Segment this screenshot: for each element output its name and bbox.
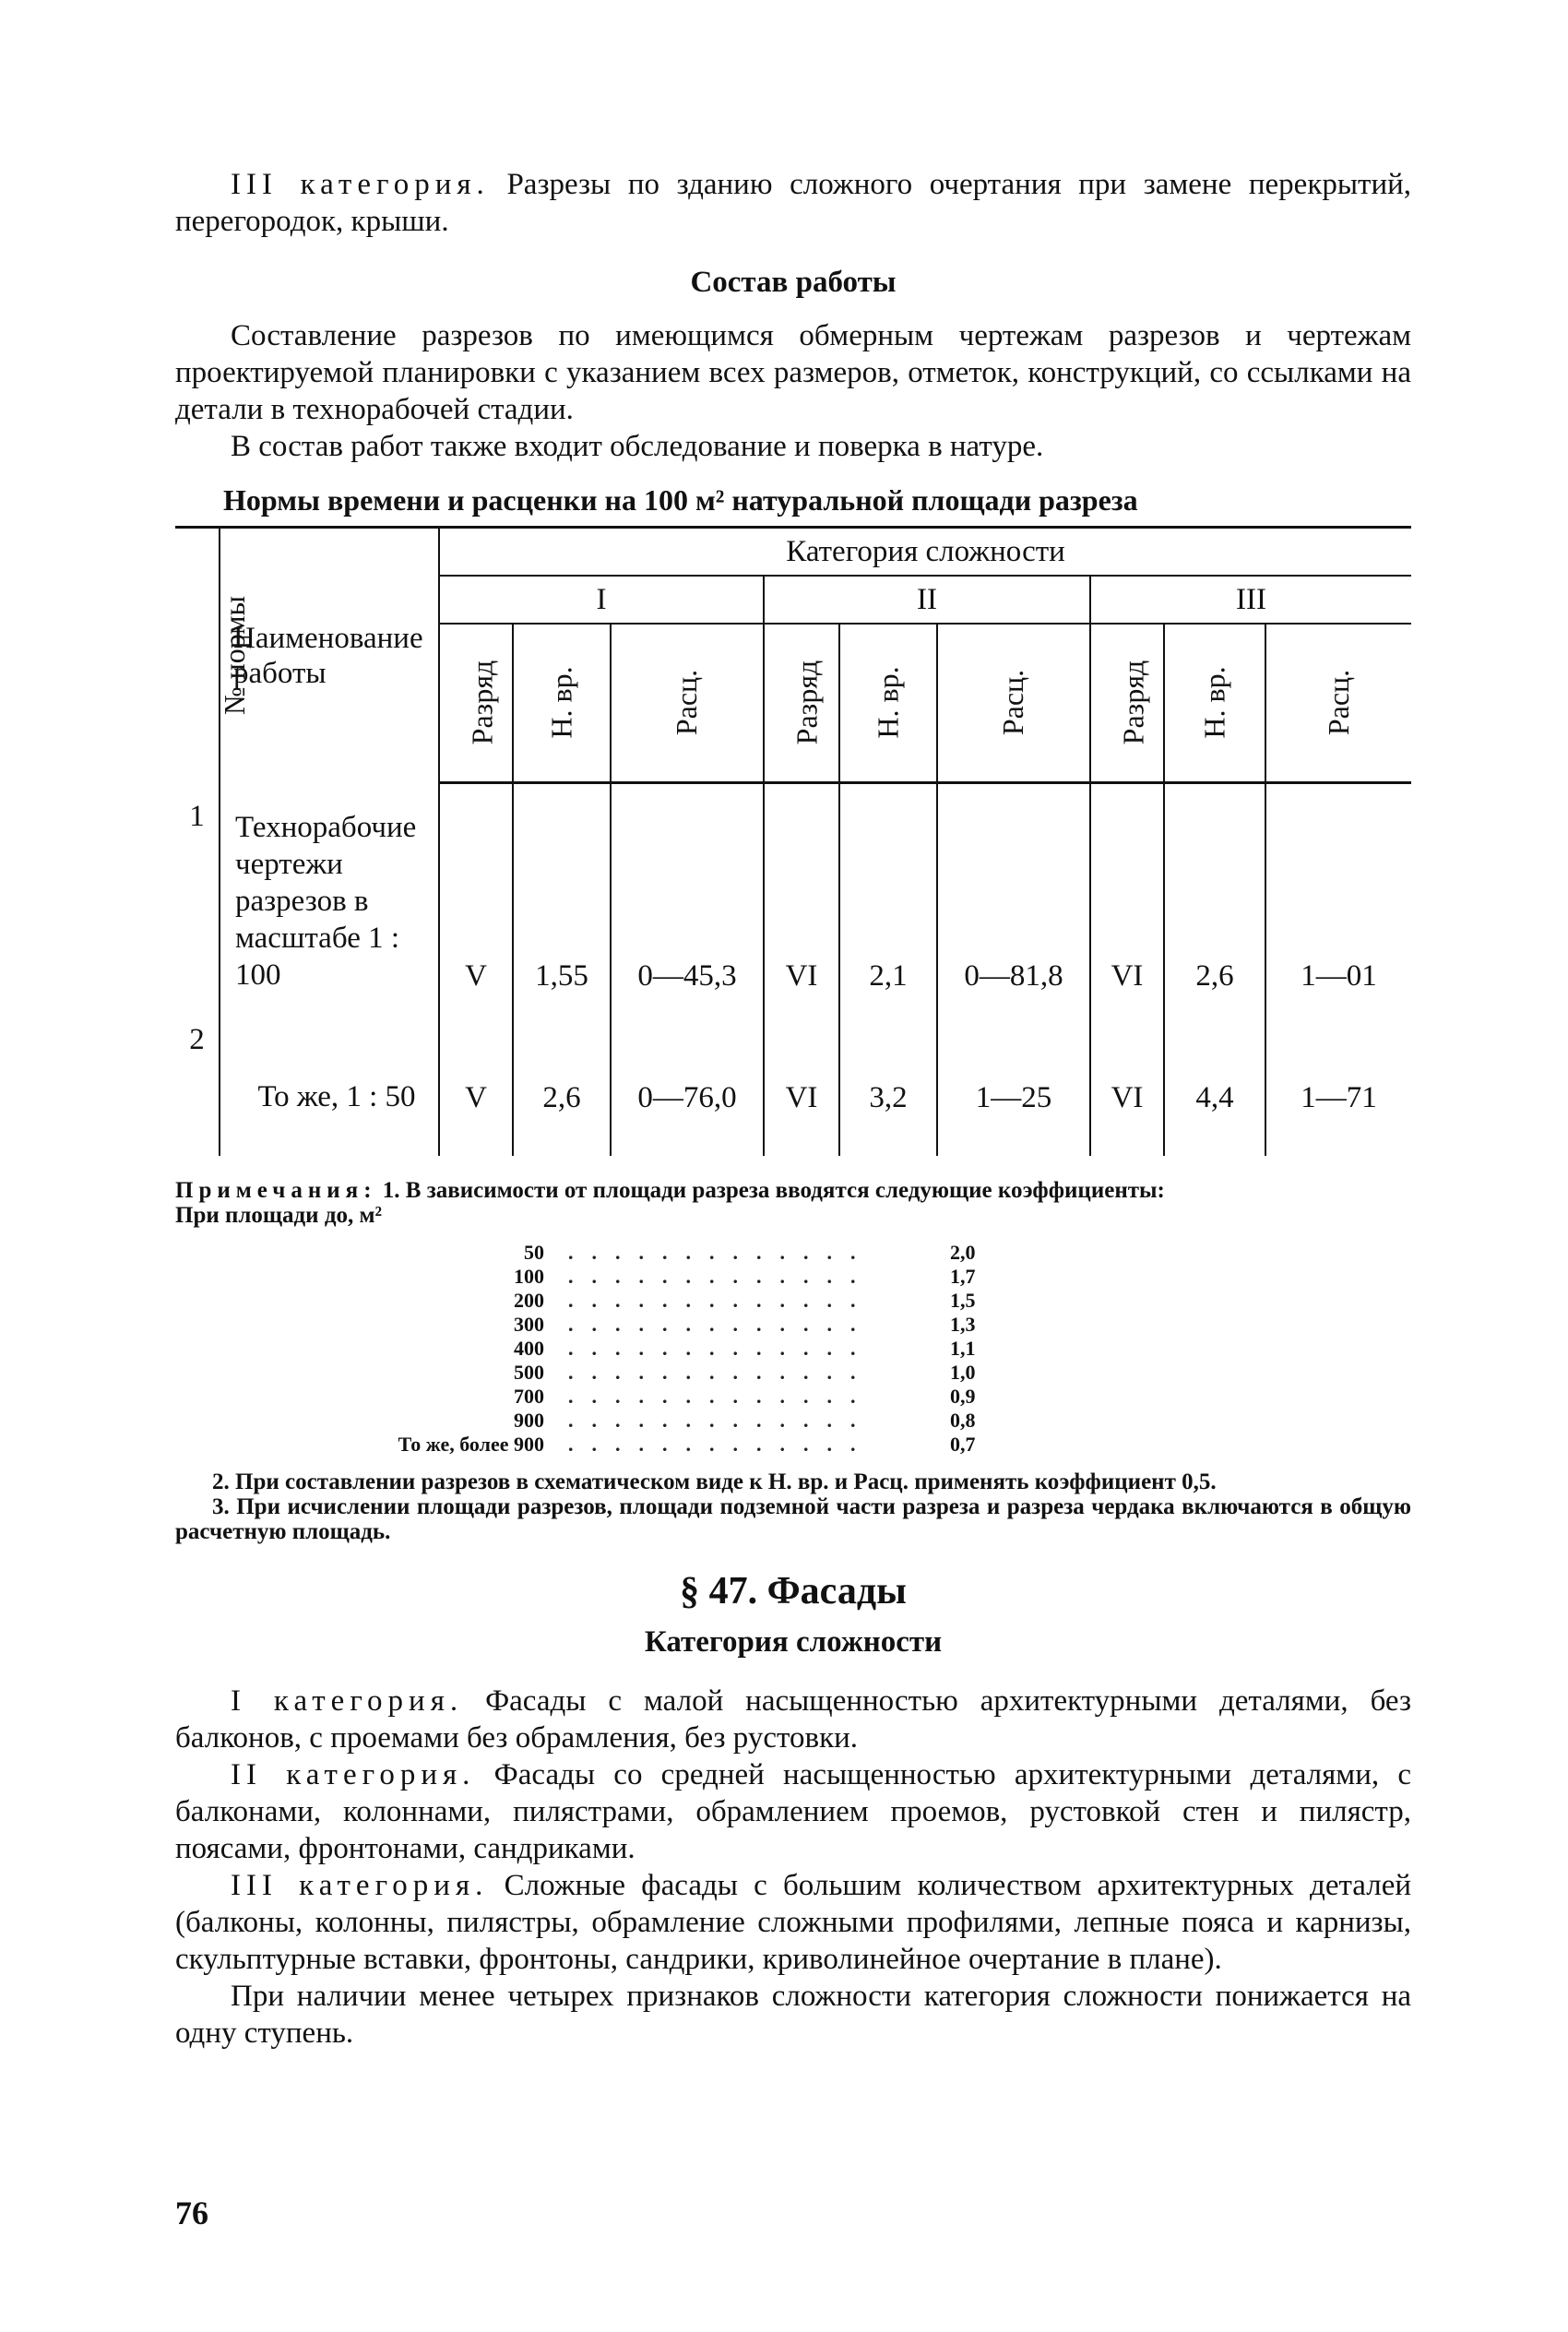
category-III-header: III	[1090, 576, 1411, 624]
coefficient-value: 1,7	[950, 1264, 976, 1288]
facade-cat-3	[175, 1867, 1411, 1978]
cell-time: 2,6	[1164, 783, 1265, 1006]
coefficient-row	[360, 1313, 1005, 1337]
coefficient-value: 0,7	[950, 1432, 976, 1456]
leader-dots: .............	[568, 1432, 874, 1456]
intro-paragraph	[175, 166, 1411, 240]
coefficient-value: 0,9	[950, 1384, 976, 1408]
category-label: II категория.	[231, 1757, 476, 1791]
work-paragraph-2: В состав работ также входит обследование и поверка в натуре.	[231, 430, 1044, 463]
coefficient-value: 2,0	[950, 1240, 976, 1264]
price-header: Расц.	[1265, 624, 1411, 783]
rank-header: Разряд	[764, 624, 839, 783]
cell-price: 0—45,3	[611, 783, 764, 1006]
row-number: 1	[175, 783, 220, 1006]
area-label: При площади до, м²	[175, 1202, 383, 1228]
coefficient-area: 50	[524, 1240, 544, 1264]
leader-dots: .............	[568, 1360, 874, 1384]
price-header: Расц.	[611, 624, 764, 783]
cell-rank: VI	[764, 1006, 839, 1156]
coefficient-row	[360, 1361, 1005, 1385]
coefficient-value: 0,8	[950, 1408, 976, 1432]
category-text: Фасады с малой насыщенностью архитектурными деталями, без балконов, с проемами без обрамления, без рустовки.	[175, 1684, 1412, 1755]
notes-label: Примечания:	[175, 1177, 377, 1203]
table-row	[175, 783, 1411, 1006]
leader-dots: .............	[568, 1384, 874, 1408]
row-number: 2	[175, 1006, 220, 1156]
category-label: III категория.	[231, 1868, 489, 1902]
coefficient-row	[360, 1409, 1005, 1433]
coefficient-value: 1,3	[950, 1312, 976, 1336]
coefficient-row	[360, 1433, 1005, 1457]
category-text: Сложные фасады с большим количеством архитектурных деталей (балконы, колонны, пилястры, обрамление сложными профилями, лепные пояса и карнизы, скульптурные вставки, фронтоны, сандрики, криволинейное очертание в плане).	[175, 1868, 1412, 1976]
rank-header: Разряд	[1090, 624, 1164, 783]
category-I-header: I	[439, 576, 764, 624]
row-name: То же, 1 : 50	[220, 1006, 439, 1156]
category-header: Категория сложности	[439, 528, 1411, 577]
note-1	[175, 1178, 1411, 1203]
coefficient-row	[360, 1265, 1005, 1289]
coefficient-area: 700	[514, 1384, 544, 1408]
leader-dots: .............	[568, 1240, 874, 1264]
cell-rank: VI	[1090, 1006, 1164, 1156]
section-title: § 47. Фасады	[680, 1569, 907, 1612]
table-row	[175, 1006, 1411, 1156]
coefficient-row	[360, 1241, 1005, 1265]
cell-price: 1—25	[937, 1006, 1090, 1156]
leader-dots: .............	[568, 1312, 874, 1336]
table-title: Нормы времени и расценки на 100 м² натуральной площади разреза	[223, 483, 1138, 517]
time-header: Н. вр.	[1164, 624, 1265, 783]
cell-time: 2,1	[839, 783, 937, 1006]
note-3: 3. При исчислении площади разрезов, площади подземной части разреза и разреза чердака включаются в общую расчетную площадь.	[175, 1493, 1411, 1544]
cell-rank: V	[439, 783, 513, 1006]
note-1-text: 1. В зависимости от площади разреза вводятся следующие коэффициенты:	[382, 1177, 1165, 1203]
page-number: 76	[175, 2195, 208, 2231]
price-header: Расц.	[937, 624, 1090, 783]
work-heading: Состав работы	[690, 266, 897, 299]
cell-time: 3,2	[839, 1006, 937, 1156]
coefficient-area: 400	[514, 1336, 544, 1360]
cell-price: 1—71	[1265, 1006, 1411, 1156]
cell-price: 0—81,8	[937, 783, 1090, 1006]
category-text: Разрезы по зданию сложного очертания при замене перекрытий, перегородок, крыши.	[175, 168, 1412, 238]
facade-cat-1	[175, 1683, 1411, 1756]
col-name-header: Наименование работы	[220, 528, 439, 783]
row-name: Технорабочие чертежи разрезов в масштабе 1 : 100	[220, 783, 439, 1006]
leader-dots: .............	[568, 1336, 874, 1360]
rank-header: Разряд	[439, 624, 513, 783]
coefficient-value: 1,1	[950, 1336, 976, 1360]
cell-rank: V	[439, 1006, 513, 1156]
facade-cat-2	[175, 1756, 1411, 1867]
coefficient-area: 300	[514, 1312, 544, 1336]
coefficient-area: То же, более 900	[398, 1432, 544, 1456]
leader-dots: .............	[568, 1288, 874, 1312]
category-II-header: II	[764, 576, 1090, 624]
leader-dots: .............	[568, 1408, 874, 1432]
cell-rank: VI	[764, 783, 839, 1006]
cell-rank: VI	[1090, 783, 1164, 1006]
cell-time: 2,6	[513, 1006, 611, 1156]
coefficient-row	[360, 1385, 1005, 1409]
cell-time: 1,55	[513, 783, 611, 1006]
category-label: III категория.	[231, 168, 490, 201]
coefficient-value: 1,0	[950, 1360, 976, 1384]
norms-table	[175, 526, 1411, 1156]
coefficient-row	[360, 1289, 1005, 1313]
col-number-header: № нормы	[175, 528, 220, 783]
coefficient-area: 500	[514, 1360, 544, 1384]
work-paragraph-1: Составление разрезов по имеющимся обмерным чертежам разрезов и чертежам проектируемой планировки с указанием всех размеров, отметок, конструкций, со ссылками на детали в технорабочей стадии.	[175, 319, 1411, 426]
section-subheading: Категория сложности	[644, 1624, 943, 1659]
coefficient-area: 200	[514, 1288, 544, 1312]
coefficient-list	[360, 1241, 1005, 1457]
page-content	[175, 166, 1411, 2052]
time-header: Н. вр.	[513, 624, 611, 783]
category-text: Фасады со средней насыщенностью архитектурными деталями, с балконами, колоннами, пилястрами, обрамлением проемов, рустовкой стен и пилястр, поясами, фронтонами, сандриками.	[175, 1757, 1411, 1865]
time-header: Н. вр.	[839, 624, 937, 783]
closing-paragraph: При наличии менее четырех признаков сложности категория сложности понижается на одну ступень.	[175, 1979, 1411, 2050]
coefficient-row	[360, 1337, 1005, 1361]
coefficient-area: 900	[514, 1408, 544, 1432]
category-label: I категория.	[231, 1684, 464, 1718]
cell-price: 0—76,0	[611, 1006, 764, 1156]
note-2: 2. При составлении разрезов в схематическом виде к Н. вр. и Расц. применять коэффициент 0,5.	[212, 1469, 1217, 1494]
leader-dots: .............	[568, 1264, 874, 1288]
coefficient-area: 100	[514, 1264, 544, 1288]
cell-price: 1—01	[1265, 783, 1411, 1006]
cell-time: 4,4	[1164, 1006, 1265, 1156]
coefficient-value: 1,5	[950, 1288, 976, 1312]
